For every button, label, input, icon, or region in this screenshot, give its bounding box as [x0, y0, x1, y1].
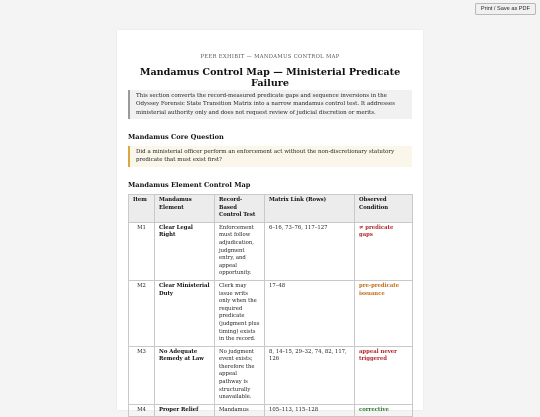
test-cell: Clerk may issue writs only when the required predicate (judgment plus timing) exists in the record. [215, 280, 265, 346]
column-header-matrix-link: Matrix Link (Rows) [265, 195, 355, 223]
print-save-pdf-button[interactable]: Print / Save as PDF [475, 3, 536, 15]
matrix-link-cell: 105–113, 115–128 [265, 404, 355, 417]
matrix-link-cell: 8, 14–15, 29–32, 74, 82, 117, 126 [265, 346, 355, 404]
condition-cell: pre-predicate issuance [355, 280, 413, 346]
element-cell: Clear Ministerial Duty [155, 280, 215, 346]
page-title: Mandamus Control Map — Ministerial Predicate Failure [139, 67, 401, 89]
table-row [129, 222, 413, 280]
condition-cell: ≠ predicate gaps [355, 222, 413, 280]
element-table-heading: Mandamus Element Control Map [128, 181, 251, 189]
exhibit-eyebrow: PEER EXHIBIT — MANDAMUS CONTROL MAP [200, 54, 340, 60]
core-question-heading: Mandamus Core Question [128, 133, 224, 141]
mandamus-element-table [128, 194, 413, 417]
column-header-test: Record-Based Control Test [215, 195, 265, 223]
condition-cell: appeal never triggered [355, 346, 413, 404]
item-cell: M3 [129, 346, 155, 404]
matrix-link-cell: 17–48 [265, 280, 355, 346]
element-cell: Clear Legal Right [155, 222, 215, 280]
column-header-condition: Observed Condition [355, 195, 413, 223]
matrix-link-cell: 6–16, 73–76, 117–127 [265, 222, 355, 280]
test-cell: No judgment event exists; therefore the appeal pathway is structurally unavailable. [215, 346, 265, 404]
table-row [129, 404, 413, 417]
table-header-row [129, 195, 413, 223]
document-page [117, 30, 423, 413]
element-cell: Proper Relief [155, 404, 215, 417]
item-cell: M1 [129, 222, 155, 280]
intro-callout: This section converts the record-measured predicate gaps and sequence inversions in the Odyssey Forensic State Transition Matrix into a narrow mandamus control test. It addresses ministerial authority only and does not request review of judicial discretion or merits. [128, 90, 412, 119]
column-header-item: Item [129, 195, 155, 223]
column-header-element: Mandamus Element [155, 195, 215, 223]
condition-cell: corrective [355, 404, 413, 417]
table-row [129, 280, 413, 346]
core-question-callout: Did a ministerial officer perform an enforcement act without the non-discretionary statutory predicate that must exist first? [128, 146, 412, 167]
test-cell: Enforcement must follow adjudication, judgment entry, and appeal opportunity. [215, 222, 265, 280]
item-cell: M2 [129, 280, 155, 346]
table-row [129, 346, 413, 404]
test-cell: Mandamus [215, 404, 265, 417]
element-cell: No Adequate Remedy at Law [155, 346, 215, 404]
item-cell: M4 [129, 404, 155, 417]
